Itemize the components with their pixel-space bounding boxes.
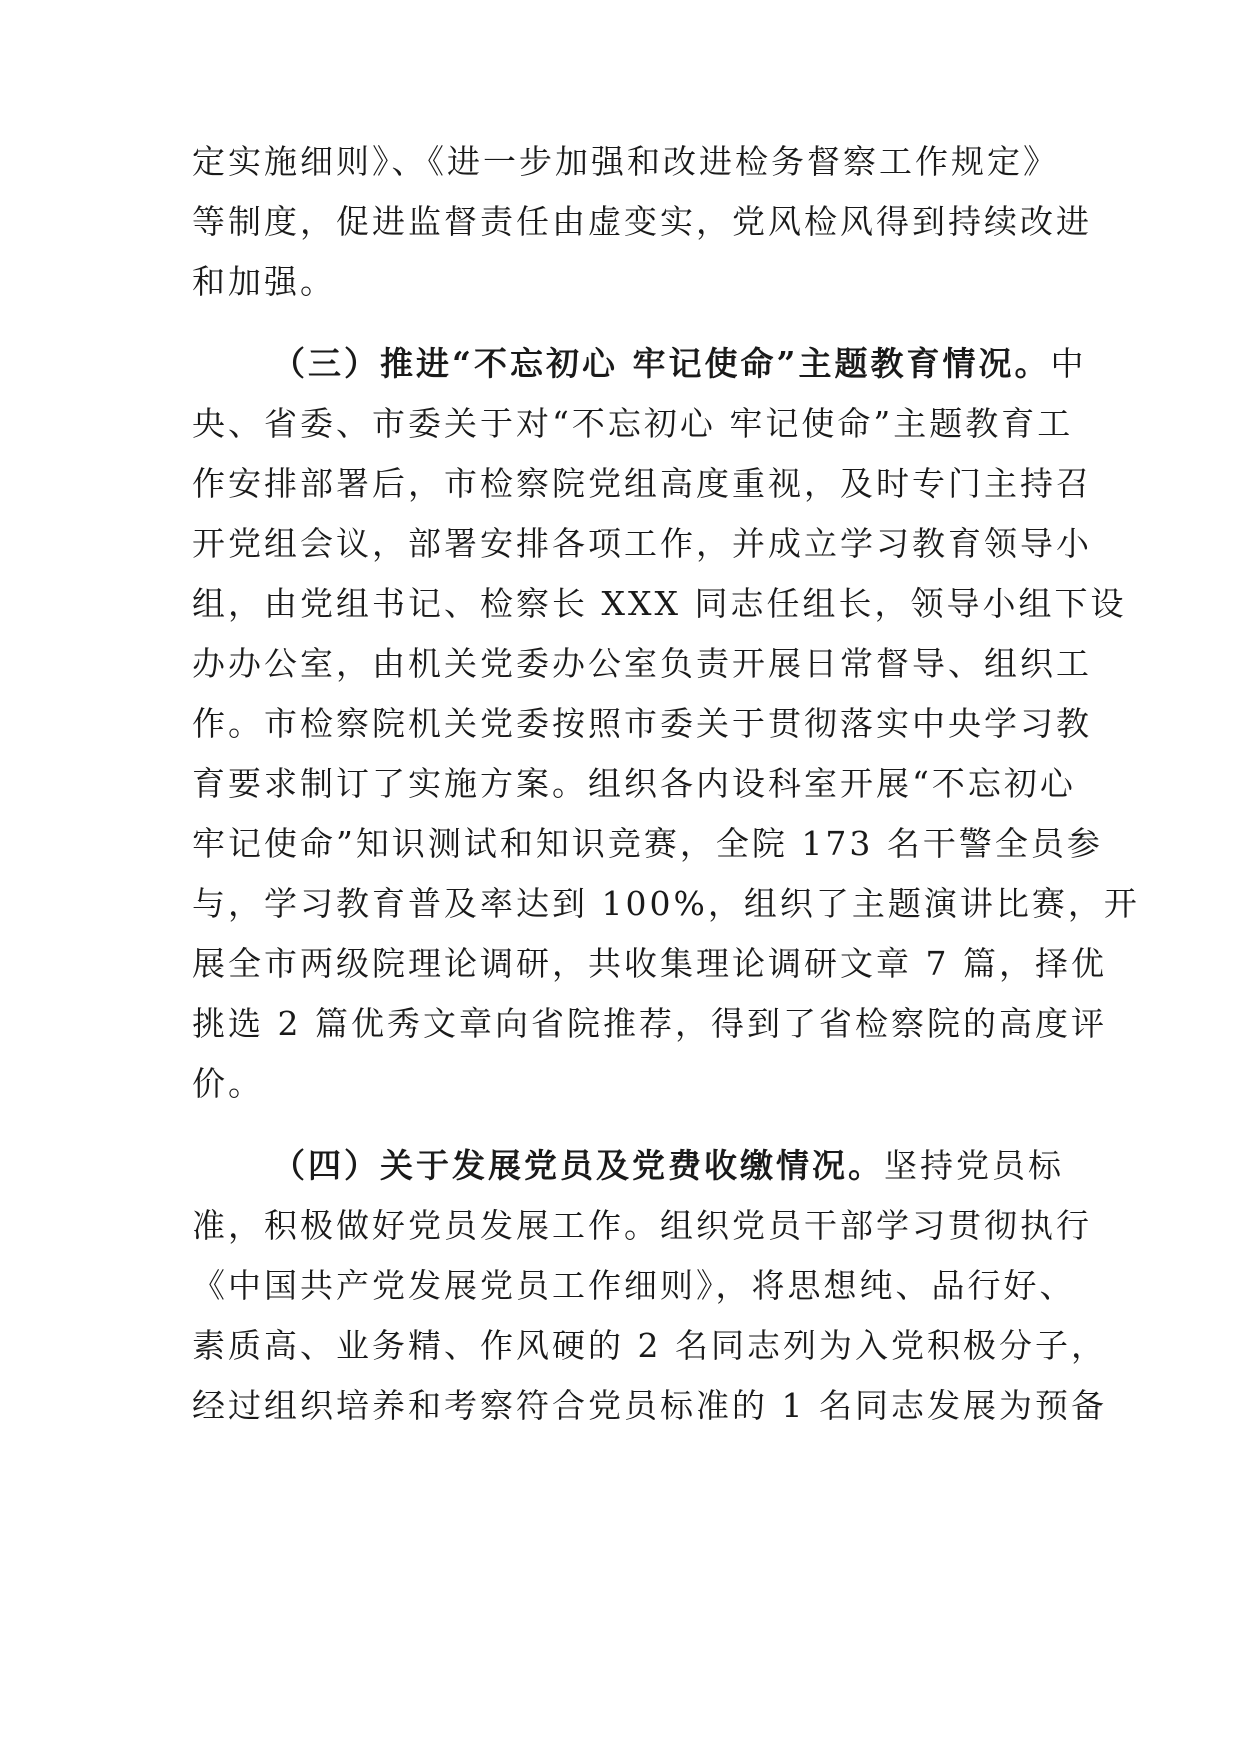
text-line: 和加强。 [192,262,336,301]
text-line: 素质高、业务精、作风硬的 2 名同志列为入党积极分子， [192,1326,1107,1365]
text-line: 展全市两级院理论调研，共收集理论调研文章 7 篇，择优 [192,944,1107,983]
section-text: 坚持党员标 [884,1146,1064,1185]
text-line: 准，积极做好党员发展工作。组织党员干部学习贯彻执行 [192,1206,1092,1245]
section-heading-line [272,344,1132,384]
text-line: 办办公室，由机关党委办公室负责开展日常督导、组织工 [192,644,1092,683]
text-line: 作。市检察院机关党委按照市委关于贯彻落实中央学习教 [192,704,1092,743]
section-text: 中 [1050,344,1087,383]
text-line: 育要求制订了实施方案。组织各内设科室开展“不忘初心 [192,764,1076,803]
text-line: 经过组织培养和考察符合党员标准的 1 名同志发展为预备 [192,1386,1107,1425]
text-line: 定实施细则》、《进一步加强和改进检务督察工作规定》 [192,142,1059,181]
text-line: 组，由党组书记、检察长 XXX 同志任组长，领导小组下设 [192,584,1127,623]
text-line: 价。 [192,1064,264,1103]
section-heading: （三）推进“不忘初心 牢记使命”主题教育情况。 [272,344,1051,383]
text-line: 与，学习教育普及率达到 100%，组织了主题演讲比赛，开 [192,884,1140,923]
section-heading-line [272,1146,1132,1186]
text-line: 牢记使命”知识测试和知识竞赛，全院 173 名干警全员参 [192,824,1103,863]
text-line: 作安排部署后，市检察院党组高度重视，及时专门主持召 [192,464,1092,503]
text-line: 开党组会议，部署安排各项工作，并成立学习教育领导小 [192,524,1092,563]
text-line: 《中国共产党发展党员工作细则》，将思想纯、品行好、 [192,1266,1076,1305]
text-line: 等制度，促进监督责任由虚变实，党风检风得到持续改进 [192,202,1092,241]
text-line: 挑选 2 篇优秀文章向省院推荐，得到了省检察院的高度评 [192,1004,1107,1043]
section-heading: （四）关于发展党员及党费收缴情况。 [272,1146,884,1185]
text-line: 央、省委、市委关于对“不忘初心 牢记使命”主题教育工 [192,404,1074,443]
